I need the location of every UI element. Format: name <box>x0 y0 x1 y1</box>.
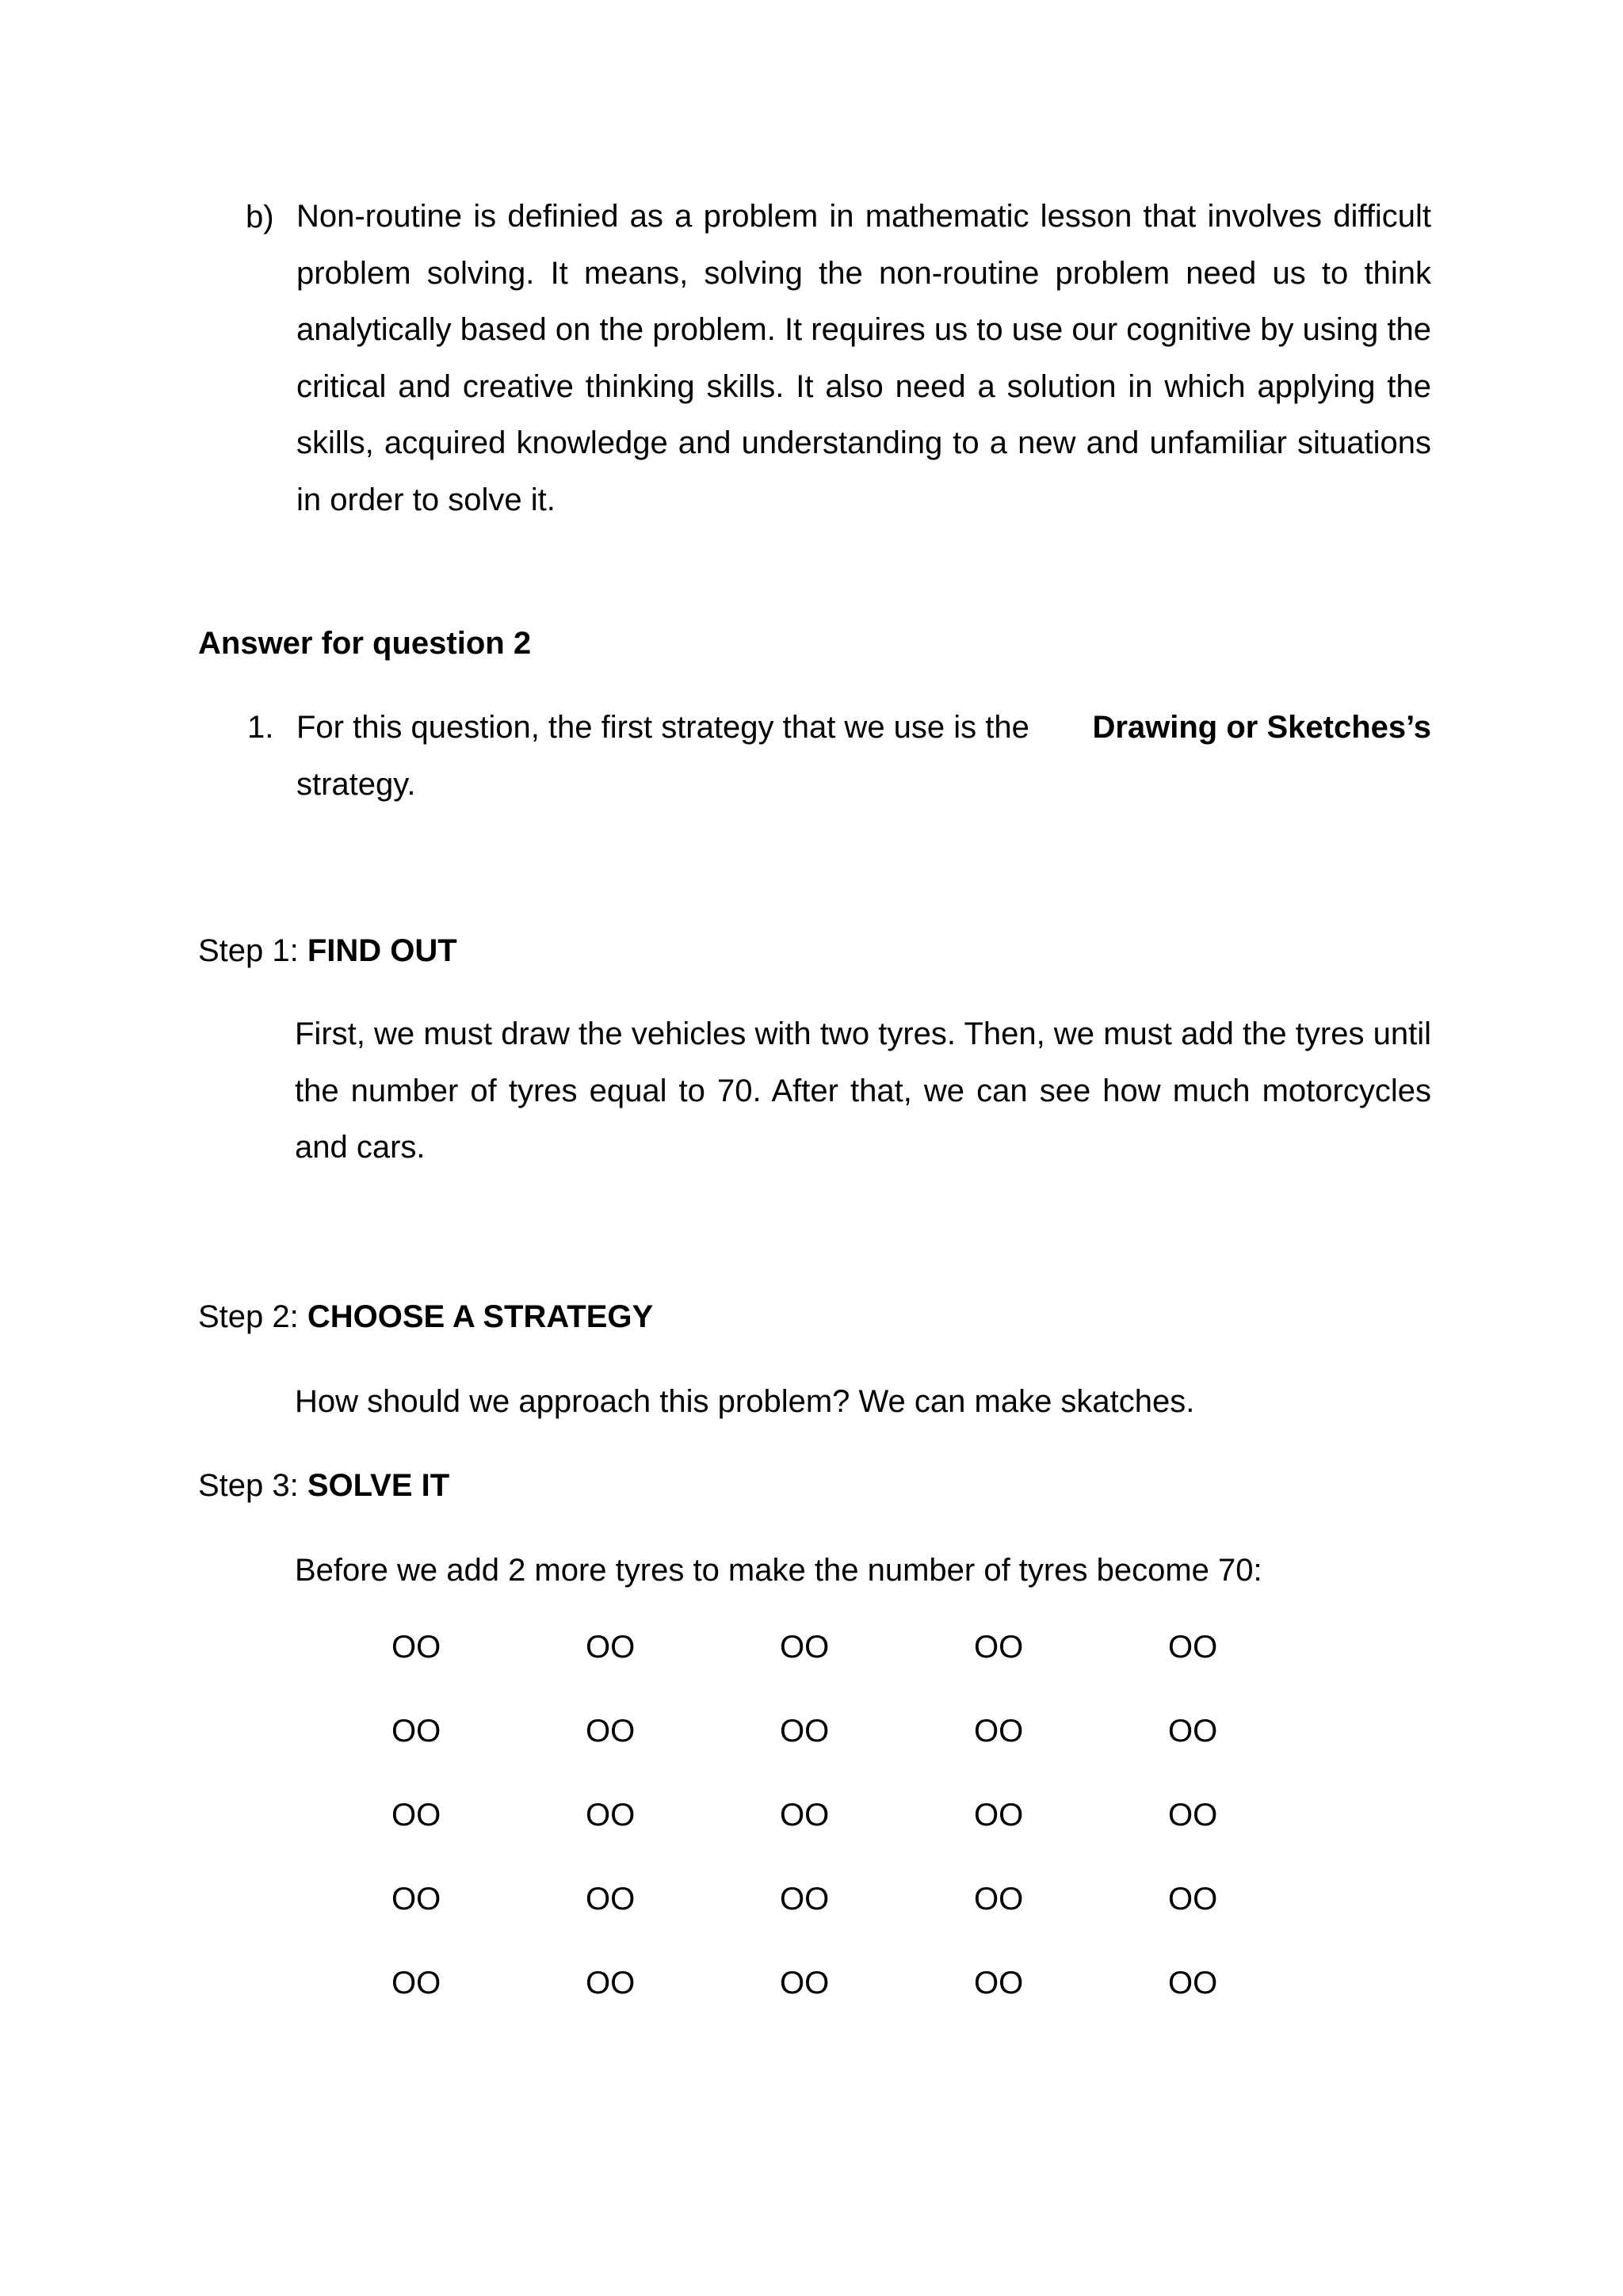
tyre-pair: OO <box>586 1798 636 1833</box>
tyre-pair: OO <box>780 1714 830 1749</box>
list-marker-b: b) <box>246 200 274 235</box>
tyre-pair: OO <box>974 1798 1024 1833</box>
tyre-pair: OO <box>974 1630 1024 1665</box>
item1-first-line <box>296 708 1431 746</box>
tyre-pair: OO <box>780 1630 830 1665</box>
step2-heading <box>198 1298 653 1336</box>
step1-body: First, we must draw the vehicles with two tyres. Then, we must add the tyres until the number of tyres equal to 70. After that, we can see how much motorcycles and cars. <box>295 1016 1431 1165</box>
tyre-pair: OO <box>586 1630 636 1665</box>
tyre-pair: OO <box>780 1798 830 1833</box>
tyre-pair: OO <box>391 1882 441 1917</box>
tyre-row <box>391 1628 1263 1712</box>
item1-text: For this question, the first strategy that we use is the <box>296 710 1038 745</box>
tyre-pair: OO <box>1168 1630 1218 1665</box>
item1-continuation: strategy. <box>296 767 416 802</box>
tyre-pair: OO <box>586 1966 636 2000</box>
step2-title: CHOOSE A STRATEGY <box>307 1299 654 1334</box>
step3-title: SOLVE IT <box>307 1468 450 1503</box>
tyre-pair: OO <box>780 1966 830 2000</box>
tyre-pair: OO <box>780 1882 830 1917</box>
tyre-pair: OO <box>974 1882 1024 1917</box>
step1-title: FIND OUT <box>307 933 457 968</box>
tyre-row <box>391 1712 1263 1796</box>
step2-body: How should we approach this problem? We can make skatches. <box>295 1384 1195 1419</box>
paragraph-non-routine-definition: Non-routine is definied as a problem in mathematic lesson that involves difficult problem solving. It means, solving the non-routine problem need us to think analytically based on the problem. It requires us to use our cognitive by using the critical and creative thinking skills. It also need a solution in which applying the skills, acquired knowledge and understanding to a new and unfamiliar situations in order to solve it. <box>296 199 1431 517</box>
answer-heading: Answer for question 2 <box>198 626 532 661</box>
step2-prefix: Step 2: <box>198 1299 307 1334</box>
tyre-pair: OO <box>391 1798 441 1833</box>
tyre-pair: OO <box>586 1714 636 1749</box>
tyre-pair: OO <box>1168 1798 1218 1833</box>
tyre-pair: OO <box>974 1714 1024 1749</box>
step3-heading <box>198 1466 449 1505</box>
step3-body: Before we add 2 more tyres to make the number of tyres become 70: <box>295 1553 1262 1588</box>
list-marker-1: 1. <box>247 710 274 745</box>
tyre-pair: OO <box>391 1630 441 1665</box>
step3-prefix: Step 3: <box>198 1468 307 1503</box>
tyre-pair: OO <box>391 1966 441 2000</box>
step1-prefix: Step 1: <box>198 933 307 968</box>
tyre-pair: OO <box>1168 1882 1218 1917</box>
tyre-row <box>391 1964 1263 2048</box>
tyre-row <box>391 1796 1263 1880</box>
tyre-pair: OO <box>1168 1714 1218 1749</box>
step1-heading <box>198 932 457 970</box>
tyre-pair: OO <box>1168 1966 1218 2000</box>
tyre-sketch-grid <box>391 1628 1263 2048</box>
tyre-pair: OO <box>586 1882 636 1917</box>
item1-strategy-name: Drawing or Sketches’s <box>1092 710 1431 745</box>
tyre-pair: OO <box>391 1714 441 1749</box>
tyre-row <box>391 1880 1263 1964</box>
tyre-pair: OO <box>974 1966 1024 2000</box>
